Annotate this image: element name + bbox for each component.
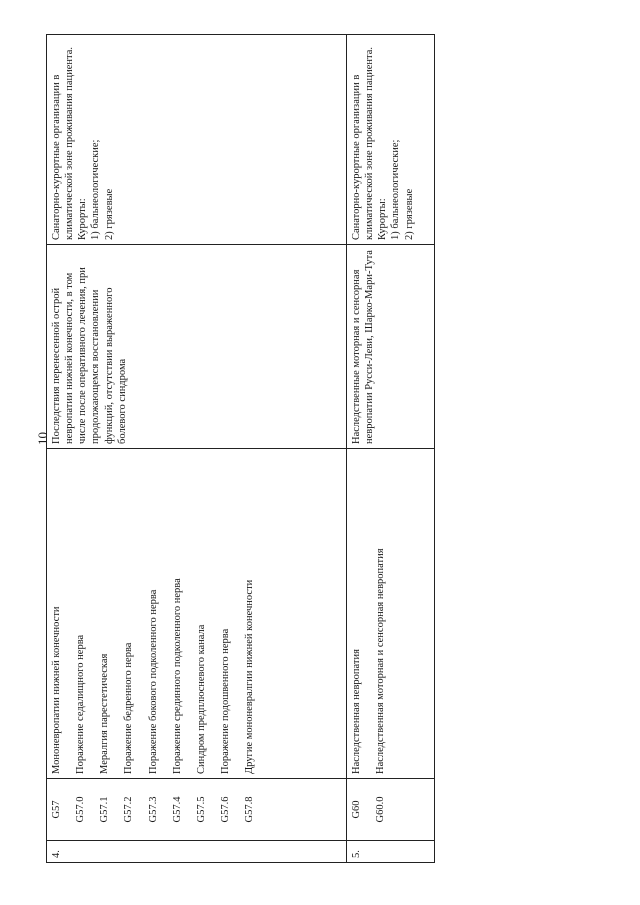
disease-names-cell	[347, 449, 435, 779]
disease-name: Поражение седалищного нерва	[75, 634, 87, 774]
rotated-table-container	[46, 35, 434, 863]
icd-code: G57.0	[75, 796, 87, 823]
disease-name: Синдром предплюсневого канала	[195, 624, 207, 774]
disease-name: Поражение подошвенного нерва	[219, 628, 231, 774]
disease-name: Поражение бедренного нерва	[123, 642, 135, 774]
icd-code: G57.8	[244, 796, 255, 823]
icd-code: G60.0	[375, 796, 387, 823]
disease-names-cell	[47, 449, 347, 779]
disease-name: Наследственная невропатия	[351, 649, 362, 774]
icd-code: G57.2	[123, 796, 135, 823]
table-row	[347, 35, 435, 863]
icd-code: G57.3	[147, 796, 159, 823]
icd-code: G57	[51, 800, 62, 819]
page-number: 10	[35, 432, 50, 445]
icd-codes-cell	[347, 779, 435, 841]
disease-name: Поражение срединного подколенного нерва	[171, 578, 183, 774]
icd-code: G57.6	[219, 796, 231, 823]
condition-cell: Наследственные моторная и сенсорная невропатии Русси-Леви, Шарко-Мари-Тута	[347, 245, 435, 449]
resort-indications-table	[46, 34, 435, 863]
row-number: 5.	[347, 841, 435, 863]
disease-name: Мононевропатии нижней конечности	[51, 606, 62, 774]
resort-place-cell: Санаторно-курортные организации в климатической зоне проживания пациента. Курорты: 1) бальнеологические; 2) грязевые	[347, 35, 435, 245]
disease-name: Поражение бокового подколенного нерва	[147, 589, 159, 774]
icd-codes-cell	[47, 779, 347, 841]
disease-name: Наследственная моторная и сенсорная невропатия	[375, 548, 387, 774]
resort-place-cell: Санаторно-курортные организации в климатической зоне проживания пациента. Курорты: 1) бальнеологические; 2) грязевые	[47, 35, 347, 245]
table-row	[47, 35, 347, 863]
disease-name: Мералгия парестетическая	[99, 653, 111, 774]
row-number: 4.	[47, 841, 347, 863]
icd-code: G60	[351, 800, 362, 819]
icd-code: G57.4	[171, 796, 183, 823]
icd-code: G57.5	[195, 796, 207, 823]
icd-code: G57.1	[99, 796, 111, 823]
disease-name: Другие мононевралгии нижней конечности	[244, 579, 255, 774]
condition-cell: Последствия перенесенной острой невропатии нижней конечности, в том числе после оперативного лечения, при продолжающемся восстановлении функций, отсутствии выраженного болевого синдрома	[47, 245, 347, 449]
